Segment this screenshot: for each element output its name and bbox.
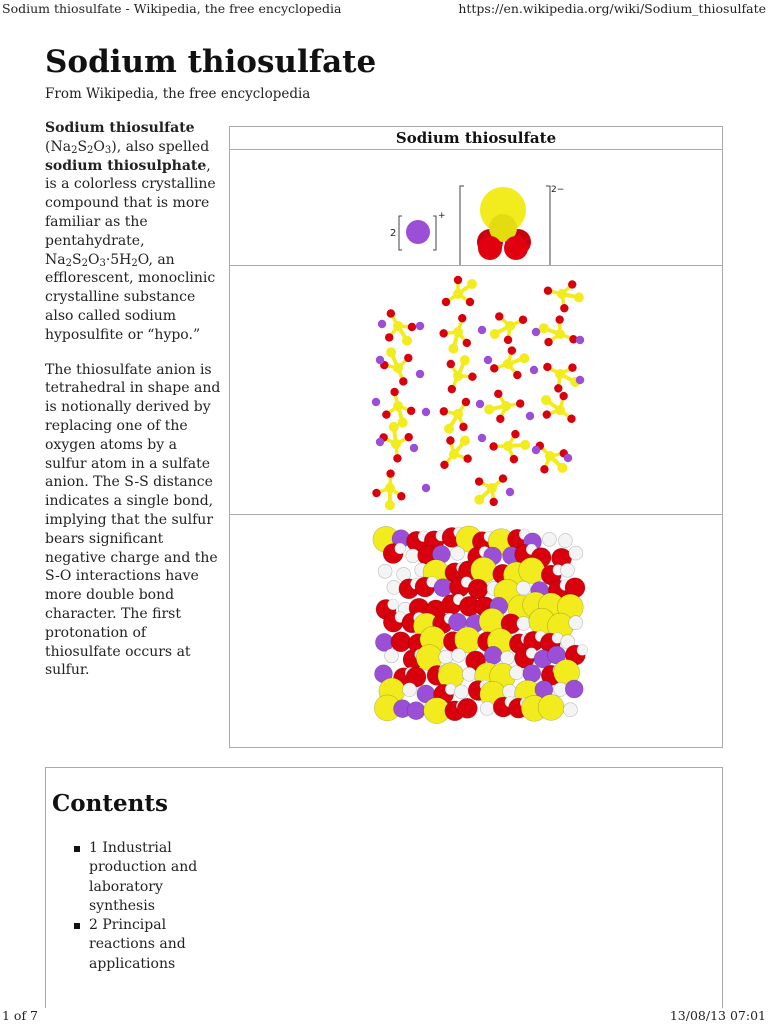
lead-bold-alt: sodium thiosulphate xyxy=(45,157,207,174)
oxygen-atom-icon xyxy=(385,468,397,480)
hydrogen-atom-icon xyxy=(454,685,468,699)
hydrogen-atom-icon xyxy=(500,651,514,665)
thiosulfate-group xyxy=(542,270,588,316)
hydrogen-atom-icon xyxy=(558,534,572,548)
formula-sub: 2 xyxy=(131,257,138,269)
print-timestamp: 13/08/13 07:01 xyxy=(669,1008,766,1023)
oxygen-atom-icon xyxy=(558,391,569,402)
sodium-ion-icon xyxy=(434,579,452,597)
thiosulfate-group xyxy=(436,312,482,358)
sulfur-atom-icon xyxy=(538,694,564,720)
sodium-ion-icon xyxy=(478,434,486,442)
thiosulfate-group xyxy=(534,311,579,357)
formula-part: O xyxy=(137,251,149,268)
oxygen-atom-icon xyxy=(398,376,408,386)
oxygen-atom-icon xyxy=(406,405,417,416)
sodium-ion-icon xyxy=(576,336,584,344)
hydrogen-atom-icon xyxy=(452,648,466,662)
oxygen-atom-icon xyxy=(438,406,449,417)
crystal-lattice-svg xyxy=(230,266,722,514)
sodium-ion-icon xyxy=(376,356,384,364)
toc-item[interactable]: 2 Principal reactions and applications xyxy=(74,916,224,974)
oxygen-atom-icon xyxy=(508,453,520,465)
oxygen-atom-icon xyxy=(507,345,517,355)
sodium-ion-icon xyxy=(532,328,540,336)
oxygen-atom-icon xyxy=(541,409,552,420)
sulfur-atom-icon xyxy=(383,498,397,512)
oxygen-atom-icon xyxy=(489,497,498,506)
lead-text-part: , is a colorless crystalline compound that is more familiar as the pentahydrate, Na xyxy=(45,157,216,268)
thiosulfate-group xyxy=(481,387,526,429)
formula-sub: 3 xyxy=(99,257,106,269)
print-footer xyxy=(0,1008,768,1024)
hydrogen-atom-icon xyxy=(385,649,399,663)
thiosulfate-group xyxy=(489,311,528,346)
infobox-crystal-lattice-image[interactable] xyxy=(230,266,722,515)
lead-bold-name: Sodium thiosulfate xyxy=(45,120,195,136)
oxygen-atom-icon xyxy=(504,236,528,260)
sodium-ion-icon xyxy=(564,454,572,462)
oxygen-atom-icon xyxy=(542,285,554,297)
hydrogen-atom-icon xyxy=(403,683,417,697)
sulfur-atom-icon xyxy=(483,403,496,416)
sulfur-atom-icon xyxy=(458,353,472,367)
formula-part: S xyxy=(71,251,82,268)
sodium-ion-icon xyxy=(484,356,492,364)
thiosulfate-group xyxy=(434,432,476,470)
hydrogen-atom-icon xyxy=(516,581,530,595)
page-title: Sodium thiosulfate xyxy=(45,44,377,80)
hydrogen-atom-icon xyxy=(395,543,406,554)
sodium-ion-icon xyxy=(476,400,484,408)
oxygen-atom-icon xyxy=(392,453,403,464)
thiosulfate-group xyxy=(489,342,531,381)
lead-text-part: , an efflorescent, monoclinic crystalline substance also called sodium hyposulfite or “hypo.” xyxy=(45,251,216,343)
sodium-ion-icon xyxy=(478,326,486,334)
oxygen-atom-icon xyxy=(445,435,455,445)
hydrogen-atom-icon xyxy=(577,645,588,656)
sodium-ion-icon xyxy=(422,484,430,492)
oxygen-atom-icon xyxy=(489,363,499,373)
lead-paragraph-2: The thiosulfate anion is tetrahedral in shape and is notionally derived by replacing one of the oxygen atoms by a sulfur atom in a sulfate anion. The S-S distance indicates a single bond, implying that the sulfur bears significant negative charge and the S-O interactions have more double bond character. The first protonation of thiosulfate occurs at sulfur. xyxy=(45,361,221,679)
sodium-ion-icon xyxy=(576,376,584,384)
sulfur-atom-icon xyxy=(453,289,463,299)
thiosulfate-group xyxy=(472,474,511,508)
oxygen-atom-icon xyxy=(540,464,550,474)
page-count: 1 of 7 xyxy=(2,1008,39,1023)
thiosulfate-group xyxy=(442,276,477,306)
sodium-ion-icon xyxy=(422,408,430,416)
sodium-ion-icon xyxy=(407,702,425,720)
table-of-contents xyxy=(45,767,723,1008)
toc-item[interactable]: 1 Industrial production and laboratory synthesis xyxy=(74,839,224,916)
thiosulfate-group xyxy=(537,388,577,431)
thiosulfate-group xyxy=(542,351,585,396)
sulfur-atom-icon xyxy=(467,279,477,289)
formula-sub: 2 xyxy=(81,257,88,269)
sodium-ion-icon xyxy=(523,665,541,683)
formula-sub: 2 xyxy=(87,144,94,156)
print-url[interactable]: https://en.wikipedia.org/wiki/Sodium_thiosulfate xyxy=(458,1,766,16)
oxygen-atom-icon xyxy=(458,421,469,432)
oxygen-atom-icon xyxy=(463,453,473,463)
hydrogen-atom-icon xyxy=(569,546,583,560)
sodium-ion-icon xyxy=(372,398,380,406)
sulfur-atom-icon xyxy=(446,342,460,356)
sodium-ion-icon xyxy=(526,412,534,420)
sodium-ion-icon xyxy=(530,366,538,374)
cation-charge: + xyxy=(438,211,446,221)
oxygen-atom-icon xyxy=(456,312,468,324)
lead-text-part: ), also spelled xyxy=(111,138,210,155)
sodium-ion-icon xyxy=(416,322,424,330)
oxygen-atom-icon xyxy=(515,398,526,409)
anion-charge: 2− xyxy=(551,185,565,195)
oxygen-atom-icon xyxy=(495,413,506,424)
oxygen-atom-icon xyxy=(407,322,416,331)
print-page-title: Sodium thiosulfate - Wikipedia, the free encyclopedia xyxy=(2,1,342,16)
formula-part: O xyxy=(93,138,105,155)
formula-part: (Na xyxy=(45,138,72,155)
thiosulfate-group xyxy=(435,351,481,395)
oxygen-atom-icon xyxy=(371,487,383,499)
hydrogen-atom-icon xyxy=(517,616,531,630)
formula-sub: 2 xyxy=(65,257,72,269)
sodium-ion-icon xyxy=(378,320,386,328)
oxygen-atom-icon xyxy=(558,302,570,314)
thiosulfate-group xyxy=(369,468,414,514)
sodium-ion-icon xyxy=(406,220,430,244)
oxygen-atom-icon xyxy=(446,383,458,395)
sodium-ion-icon xyxy=(484,646,502,664)
hydrogen-atom-icon xyxy=(388,599,399,610)
oxygen-atom-icon xyxy=(468,579,488,599)
sulfur-atom-icon xyxy=(518,438,532,452)
sodium-ion-icon xyxy=(376,438,384,446)
ionic-structure-svg xyxy=(230,150,722,265)
formula-sub: 3 xyxy=(104,144,112,156)
oxygen-atom-icon xyxy=(454,276,462,284)
hydrogen-atom-icon xyxy=(451,546,465,560)
hydrogen-atom-icon xyxy=(480,702,494,716)
hydrogen-atom-icon xyxy=(378,564,392,578)
sulfur-atom-icon xyxy=(519,558,545,584)
hydrogen-atom-icon xyxy=(439,650,453,664)
thiosulfate-group xyxy=(436,396,480,438)
sulfur-atom-icon xyxy=(471,557,497,583)
sulfur-atom-icon xyxy=(572,290,586,304)
sodium-ion-icon xyxy=(506,488,514,496)
cation-bracket-right xyxy=(433,216,436,250)
oxygen-atom-icon xyxy=(488,441,500,453)
ion-coefficient: 2 xyxy=(390,228,397,239)
hydrogen-atom-icon xyxy=(542,532,556,546)
space-filling-svg xyxy=(230,515,722,746)
sulfur-atom-icon xyxy=(553,367,566,380)
sulfur-atom-icon xyxy=(518,352,530,364)
oxygen-atom-icon xyxy=(438,327,450,339)
oxygen-atom-icon xyxy=(466,298,474,306)
toc-heading: Contents xyxy=(52,790,168,817)
oxygen-atom-icon xyxy=(554,314,566,326)
oxygen-atom-icon xyxy=(389,387,400,398)
infobox-caption: Sodium thiosulfate xyxy=(230,127,722,150)
anion-bracket-right xyxy=(546,186,550,265)
sodium-ion-icon xyxy=(532,446,540,454)
thiosulfate-group xyxy=(377,346,414,387)
sulfur-atom-icon xyxy=(389,437,403,451)
infobox-space-filling-image[interactable] xyxy=(230,515,722,746)
lead-paragraph-1 xyxy=(45,119,221,345)
thiosulfate-group xyxy=(488,422,534,466)
sodium-ion-icon xyxy=(410,444,418,452)
hydrogen-atom-icon xyxy=(563,703,577,717)
cation-bracket-left xyxy=(399,216,402,250)
oxygen-atom-icon xyxy=(391,632,411,652)
formula-part: ·5H xyxy=(105,251,132,268)
toc-list xyxy=(74,839,224,974)
hydrogen-atom-icon xyxy=(561,563,575,577)
hydrogen-atom-icon xyxy=(462,667,476,681)
formula-part: S xyxy=(77,138,88,155)
infobox xyxy=(229,126,723,748)
oxygen-atom-icon xyxy=(503,335,512,344)
thiosulfate-group xyxy=(385,309,418,346)
anion-bracket-left xyxy=(460,186,464,265)
infobox-structure-image[interactable] xyxy=(230,150,722,266)
sodium-ion-icon xyxy=(565,680,583,698)
formula-sub: 2 xyxy=(71,144,78,156)
oxygen-atom-icon xyxy=(478,236,502,260)
hydrogen-atom-icon xyxy=(569,616,583,630)
sodium-ion-icon xyxy=(416,370,424,378)
oxygen-atom-icon xyxy=(467,371,479,383)
oxygen-atom-icon xyxy=(442,298,450,306)
lead-text xyxy=(45,119,221,696)
print-header xyxy=(0,0,768,18)
hydrogen-atom-icon xyxy=(510,666,524,680)
formula-part: O xyxy=(87,251,100,268)
site-subtitle: From Wikipedia, the free encyclopedia xyxy=(45,86,311,102)
sulfur-atom-icon xyxy=(385,346,397,358)
thiosulfate-group xyxy=(380,387,421,430)
oxygen-atom-icon xyxy=(457,698,477,718)
